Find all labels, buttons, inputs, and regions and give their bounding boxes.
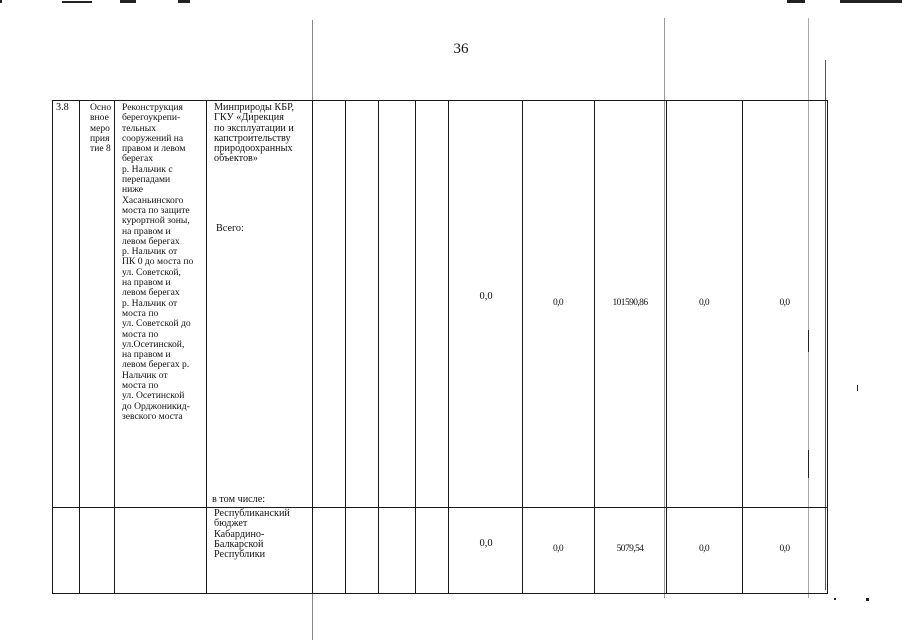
col-border-7 <box>415 100 416 594</box>
value-cell: 0,0 <box>479 291 493 302</box>
col-border-2 <box>114 100 115 594</box>
value-cell: 0,0 <box>552 298 564 308</box>
row-including-label: в том числе: <box>212 494 266 505</box>
row-executor: Минприроды КБР, ГКУ «Дирекция по эксплуатации и капстроительству природоохранных объектов» <box>214 102 295 165</box>
scan-speck <box>808 330 809 352</box>
col-border-1 <box>79 100 80 594</box>
scan-speck <box>866 598 869 601</box>
scan-speck <box>834 598 836 600</box>
page-number: 36 <box>453 41 469 57</box>
value-cell: 0,0 <box>552 544 564 554</box>
row-total-label: Всего: <box>216 223 244 234</box>
value-cell: 5079,54 <box>616 544 644 554</box>
row-index: 3.8 <box>56 102 69 113</box>
row-activity-name: Реконструкция берегоукрепи- тельных сооружений на правом и левом берегах р. Нальчик с перепадами ниже Хасаньинского моста по защите курортной зоны, на правом и левом берегах р. Нальчик от ПК 0 до моста по ул. Советской, на правом и левом берегах р. Нальчик от моста по ул. Советской до моста по ул.Осетинской, на правом и левом берегах р. Нальчик от моста по ул. Осетинской до Орджоникид- зевского моста <box>122 102 194 422</box>
value-cell: 0,0 <box>698 544 710 554</box>
value-cell: 0,0 <box>779 544 790 554</box>
col-border-12 <box>742 100 743 594</box>
value-cell: 0,0 <box>698 298 710 308</box>
row-activity-type: Осно вное меро прия тие 8 <box>90 102 112 155</box>
table-top-border <box>52 100 827 101</box>
table-bottom-border <box>52 593 827 594</box>
scan-speck <box>808 450 809 478</box>
scan-speck <box>857 385 858 391</box>
value-cell: 101590,86 <box>612 298 648 308</box>
col-border-11 <box>666 100 667 594</box>
row-executor: Республиканский бюджет Кабардино- Балкарской Республики <box>214 508 290 561</box>
col-border-6 <box>378 100 379 594</box>
col-border-5 <box>345 100 346 594</box>
col-border-10 <box>594 100 595 594</box>
value-cell: 0,0 <box>779 298 790 308</box>
col-border-4 <box>312 100 313 594</box>
col-border-0 <box>52 100 53 594</box>
col-border-9 <box>522 100 523 594</box>
row-divider <box>52 507 827 508</box>
col-border-8 <box>448 100 449 594</box>
col-border-13 <box>827 100 828 594</box>
value-cell: 0,0 <box>479 538 493 549</box>
